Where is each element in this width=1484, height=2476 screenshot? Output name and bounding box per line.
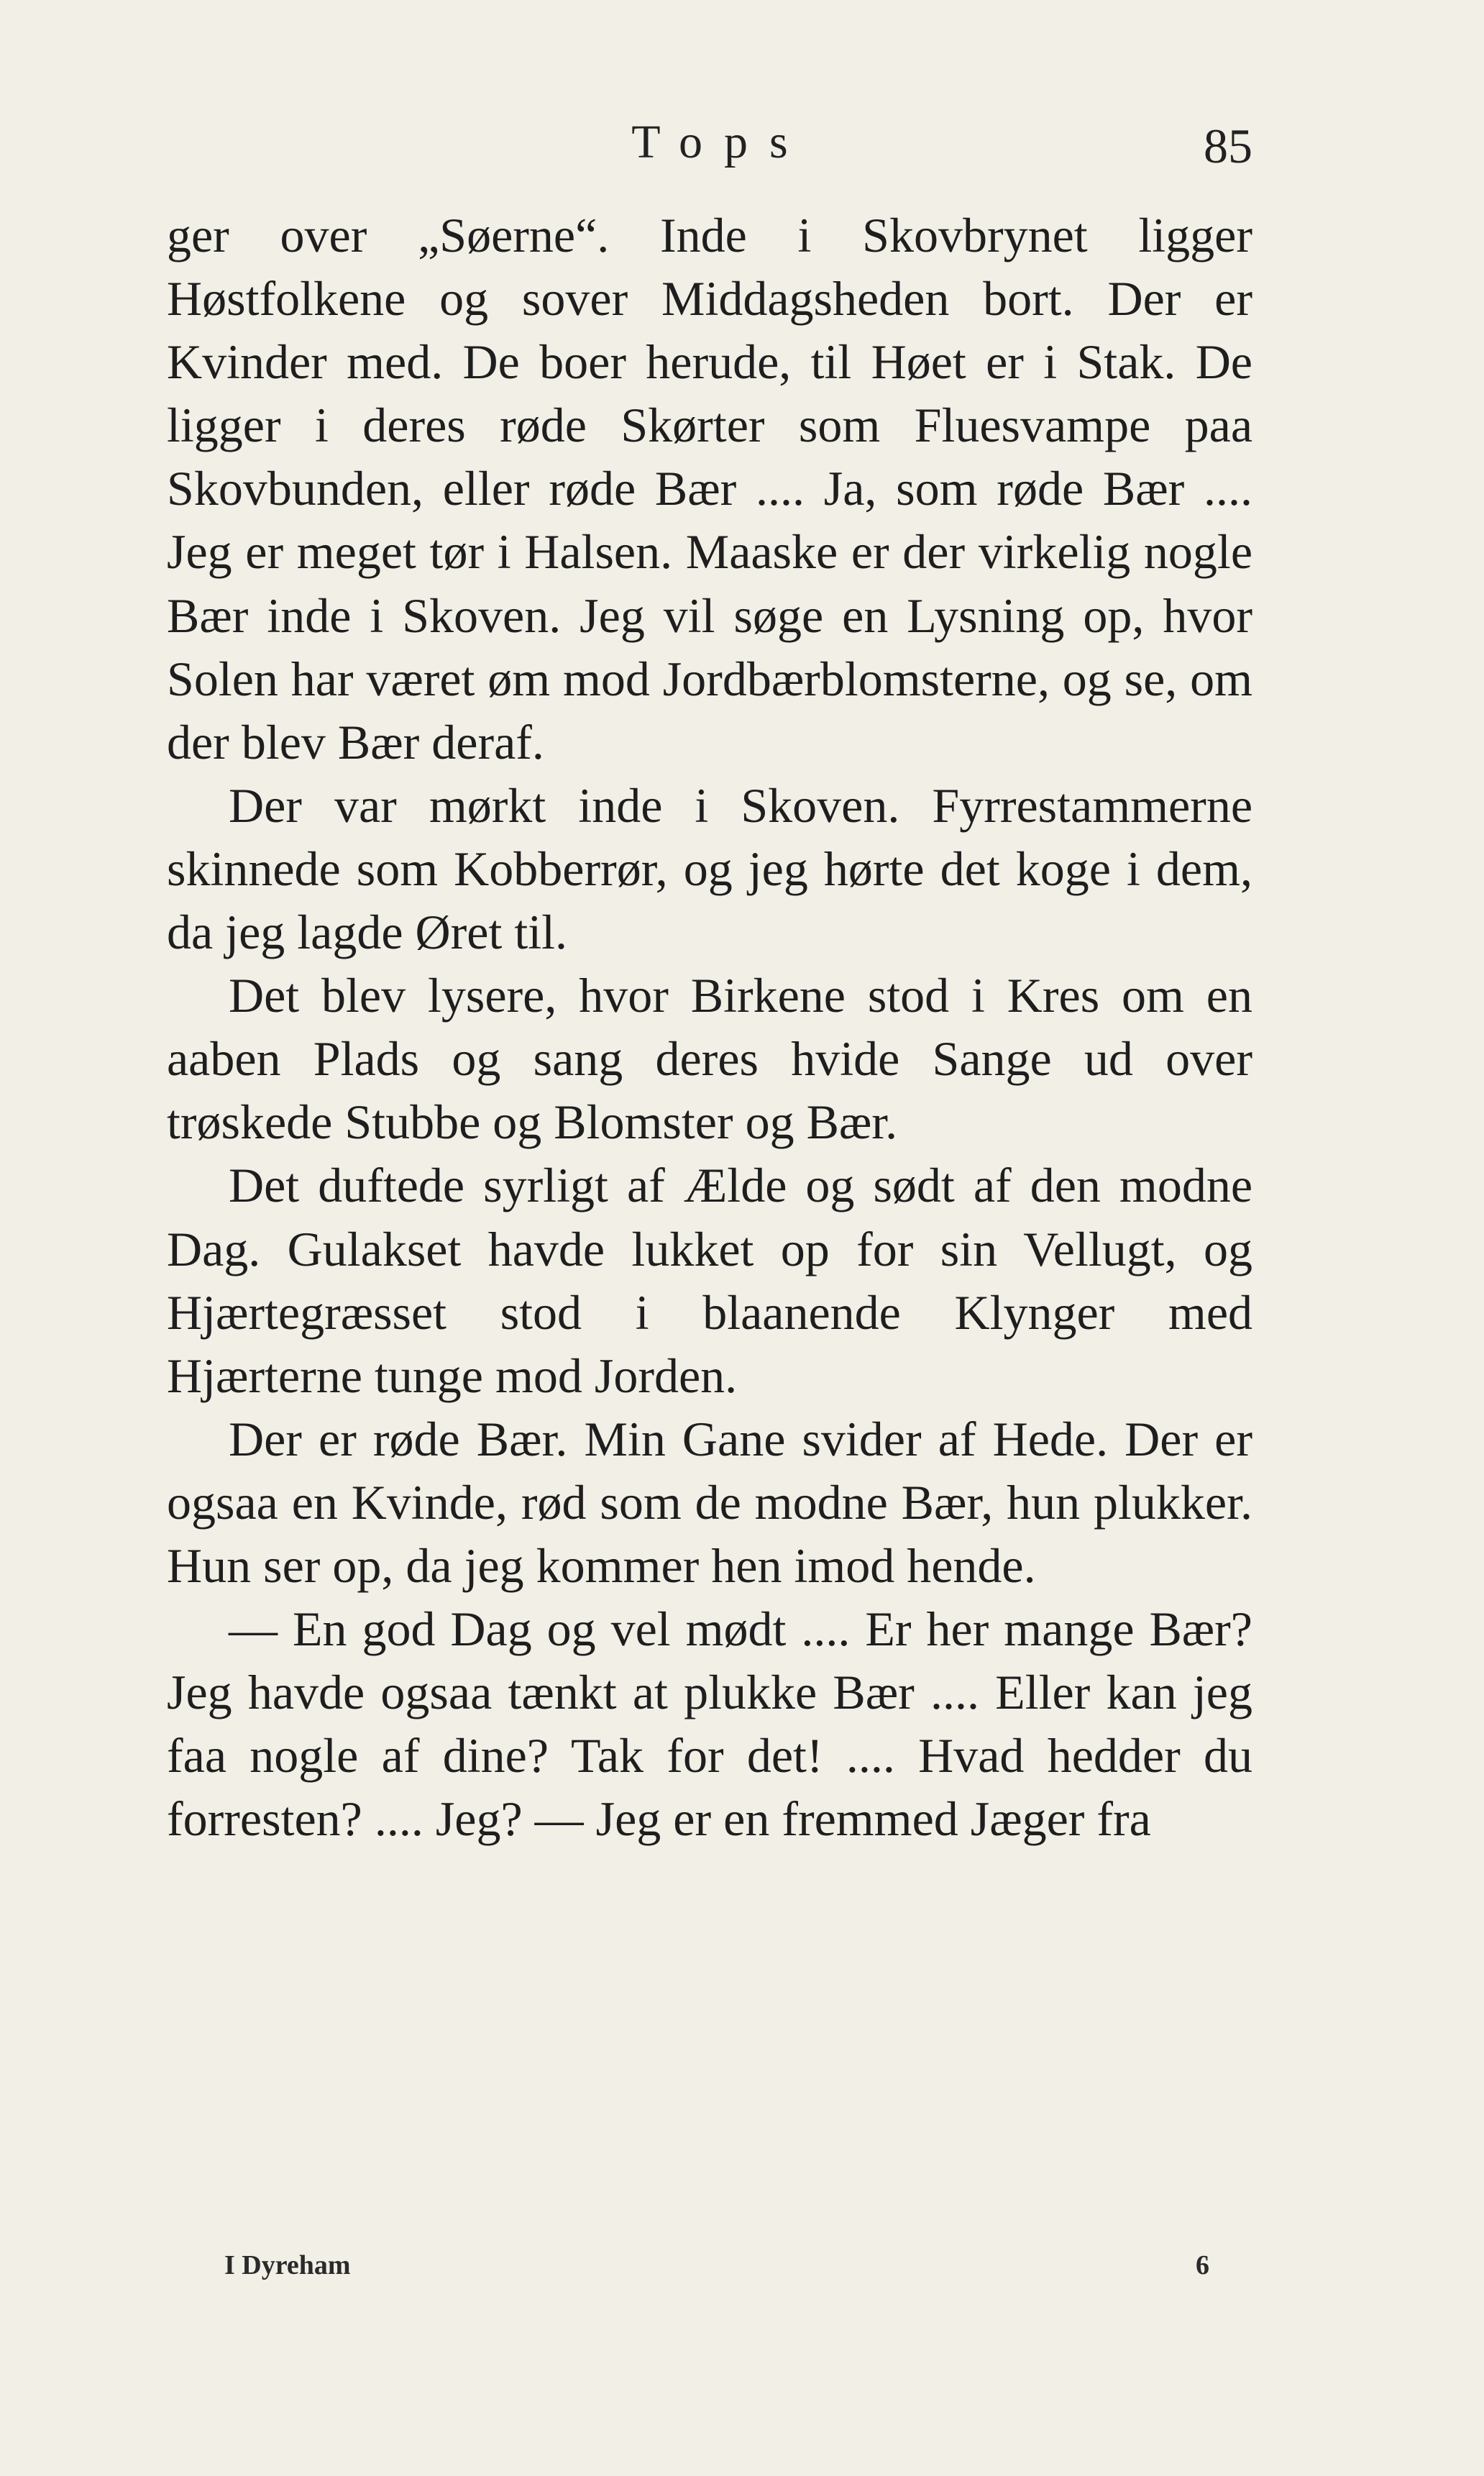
paragraph-2: Der var mørkt inde i Skoven. Fyrrestammerne skinnede som Kobberrør, og jeg hørte det koge i dem, da jeg lagde Øret til. xyxy=(167,777,1252,960)
paragraph-4: Det duftede syrligt af Ælde og sødt af den modne Dag. Gulakset havde lukket op for sin Vellugt, og Hjærtegræsset stod i blaanende Klynger med Hjærterne tunge mod Jorden. xyxy=(167,1158,1252,1403)
body-text xyxy=(167,204,1252,1850)
paragraph-3: Det blev lysere, hvor Birkene stod i Kres om en aaben Plads og sang deres hvide Sange ud over trøskede Stubbe og Blomster og Bær. xyxy=(167,968,1252,1150)
printer-signature: I Dyreham xyxy=(224,2250,351,2280)
page-number: 85 xyxy=(1204,119,1252,173)
paragraph-1: ger over „Søerne“. Inde i Skovbrynet ligger Høstfolkene og sover Middagsheden bort. Der er Kvinder med. De boer herude, til Høet er i Stak. De ligger i deres røde Skørter som Fluesvampe paa Skovbunden, eller røde Bær .... Ja, som røde Bær .... Jeg er meget tør i Halsen. Maaske er der virkelig nogle Bær inde i Skoven. Jeg vil søge en Lysning op, hvor Solen har været øm mod Jordbærblomsterne, og se, om der blev Bær deraf. xyxy=(167,208,1252,769)
running-title: Tops xyxy=(631,116,810,168)
paragraph-6: — En god Dag og vel mødt .... Er her mange Bær? Jeg havde ogsaa tænkt at plukke Bær .... Eller kan jeg faa nogle af dine? Tak for det! .... Hvad hedder du forresten? .... Jeg? — Jeg er en fremmed Jæger fra xyxy=(167,1602,1252,1847)
sheet-number: 6 xyxy=(1196,2250,1209,2280)
paragraph-5: Der er røde Bær. Min Gane svider af Hede. Der er ogsaa en Kvinde, rød som de modne Bær, hun plukker. Hun ser op, da jeg kommer hen imod hende. xyxy=(167,1411,1252,1593)
page-footer xyxy=(167,2249,1252,2285)
running-head xyxy=(167,115,1252,187)
